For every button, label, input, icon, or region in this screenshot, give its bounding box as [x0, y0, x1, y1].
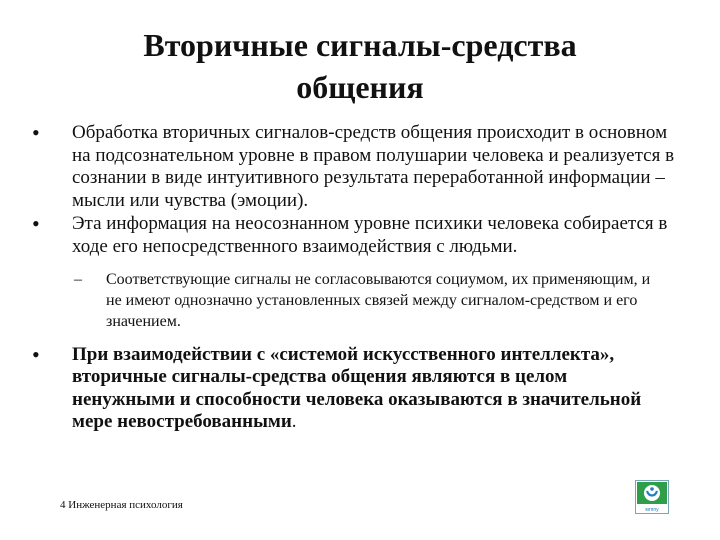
- slide-title-line-1: Вторичные сигналы-средства: [143, 27, 577, 63]
- bullet-item-1-text: Обработка вторичных сигналов-средств общения происходит в основном на подсознательном уровне в правом полушарии человека и реализуется в сознании в виде интуитивного результата переработанной информации – мысли или чувства (эмоции).: [72, 122, 675, 211]
- bullet-item-1: [26, 122, 686, 212]
- bullet-item-3: [26, 341, 686, 434]
- bullet-marker: •: [32, 211, 40, 237]
- slide-title-line-2: общения: [296, 69, 424, 105]
- period: .: [291, 411, 297, 433]
- slide-body: [26, 122, 686, 434]
- logo-graphic: [636, 481, 668, 513]
- bullet-item-3-text: При взаимодействии с «системой искусственного интеллекта», вторичные сигналы-средства общения являются в целом ненужными и способности человека оказываются в значительной мере невостребованными: [72, 343, 642, 433]
- sub-bullet-item-text: Соответствующие сигналы не согласовываются социумом, их применяющим, и не имеют однозначно установленных связей между сигналом-средством и его значением.: [106, 270, 651, 330]
- bullet-item-2: [26, 213, 686, 258]
- university-logo: [635, 480, 669, 514]
- bullet-marker: •: [32, 120, 40, 145]
- bullet-item-2-text: Эта информация на неосознанном уровне психики человека собирается в ходе его непосредственного взаимодействия с людьми.: [72, 213, 668, 257]
- logo-caption: мгппу: [645, 507, 659, 513]
- slide-title: [60, 24, 660, 108]
- bullet-marker: •: [32, 341, 40, 367]
- logo-head-icon: [650, 487, 654, 491]
- slide-footer: 4 Инженерная психология: [60, 499, 183, 511]
- bullet-item-3-text-wrap: [72, 344, 652, 434]
- sub-bullet-item: [26, 269, 666, 332]
- dash-marker: –: [74, 270, 82, 288]
